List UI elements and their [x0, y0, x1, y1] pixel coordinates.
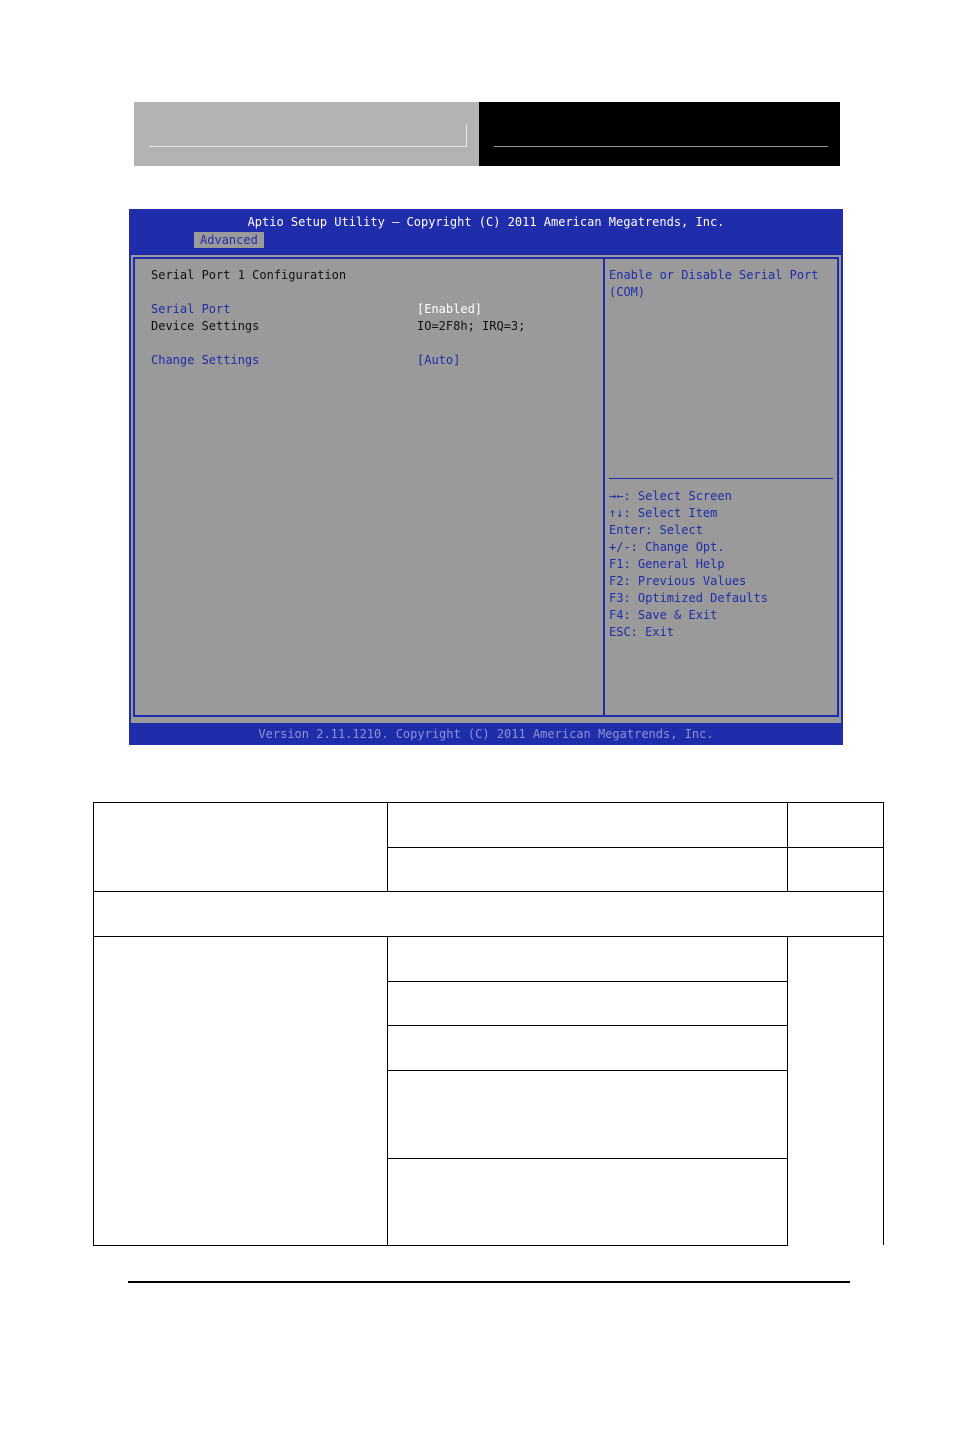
help-text-line1: Enable or Disable Serial Port [609, 268, 819, 282]
table-cell [387, 936, 788, 982]
hotkey-enter-select: Enter: Select [609, 523, 703, 537]
bios-screen [129, 209, 843, 745]
header-banner-left [134, 102, 479, 166]
help-pane [603, 257, 839, 717]
hotkey-previous-values: F2: Previous Values [609, 574, 747, 588]
hotkey-exit: ESC: Exit [609, 625, 675, 639]
change-settings-label[interactable]: Change Settings [151, 353, 260, 367]
hotkey-general-help: F1: General Help [609, 557, 725, 571]
hotkey-optimized-defaults: F3: Optimized Defaults [609, 591, 768, 605]
help-separator [609, 478, 833, 479]
hotkey-select-screen: →←: Select Screen [609, 489, 732, 503]
table-cell [787, 802, 884, 848]
bios-footer: Version 2.11.1210. Copyright (C) 2011 American Megatrends, Inc. [258, 727, 714, 741]
bios-body [131, 255, 841, 723]
banner-left-rule [149, 146, 467, 147]
banner-right-rule [494, 146, 828, 147]
settings-pane [133, 257, 605, 717]
hotkey-change-opt: +/-: Change Opt. [609, 540, 725, 554]
table-cell [93, 891, 884, 937]
bios-title: Aptio Setup Utility – Copyright (C) 2011 American Megatrends, Inc. [247, 215, 725, 229]
table-cell [387, 981, 788, 1026]
table-cell [387, 1070, 788, 1159]
device-settings-value: IO=2F8h; IRQ=3; [417, 319, 526, 333]
serial-port-value[interactable]: [Enabled] [417, 302, 483, 316]
table-cell [787, 847, 884, 892]
device-settings-label: Device Settings [151, 319, 260, 333]
table-cell [93, 936, 388, 1246]
table-cell [387, 847, 788, 892]
table-cell [387, 1158, 788, 1246]
change-settings-value[interactable]: [Auto] [417, 353, 461, 367]
footer-rule [128, 1281, 850, 1283]
header-banner-right [479, 102, 840, 166]
help-text-line2: (COM) [609, 285, 646, 299]
serial-port-label[interactable]: Serial Port [151, 302, 231, 316]
table-cell [387, 1025, 788, 1071]
table-cell [787, 936, 884, 1245]
section-title: Serial Port 1 Configuration [151, 268, 347, 282]
table-cell [387, 802, 788, 848]
hotkey-save-exit: F4: Save & Exit [609, 608, 718, 622]
banner-left-tick [466, 124, 467, 147]
table-cell [93, 802, 388, 892]
hotkey-select-item: ↑↓: Select Item [609, 506, 718, 520]
tab-advanced[interactable]: Advanced [194, 232, 264, 248]
